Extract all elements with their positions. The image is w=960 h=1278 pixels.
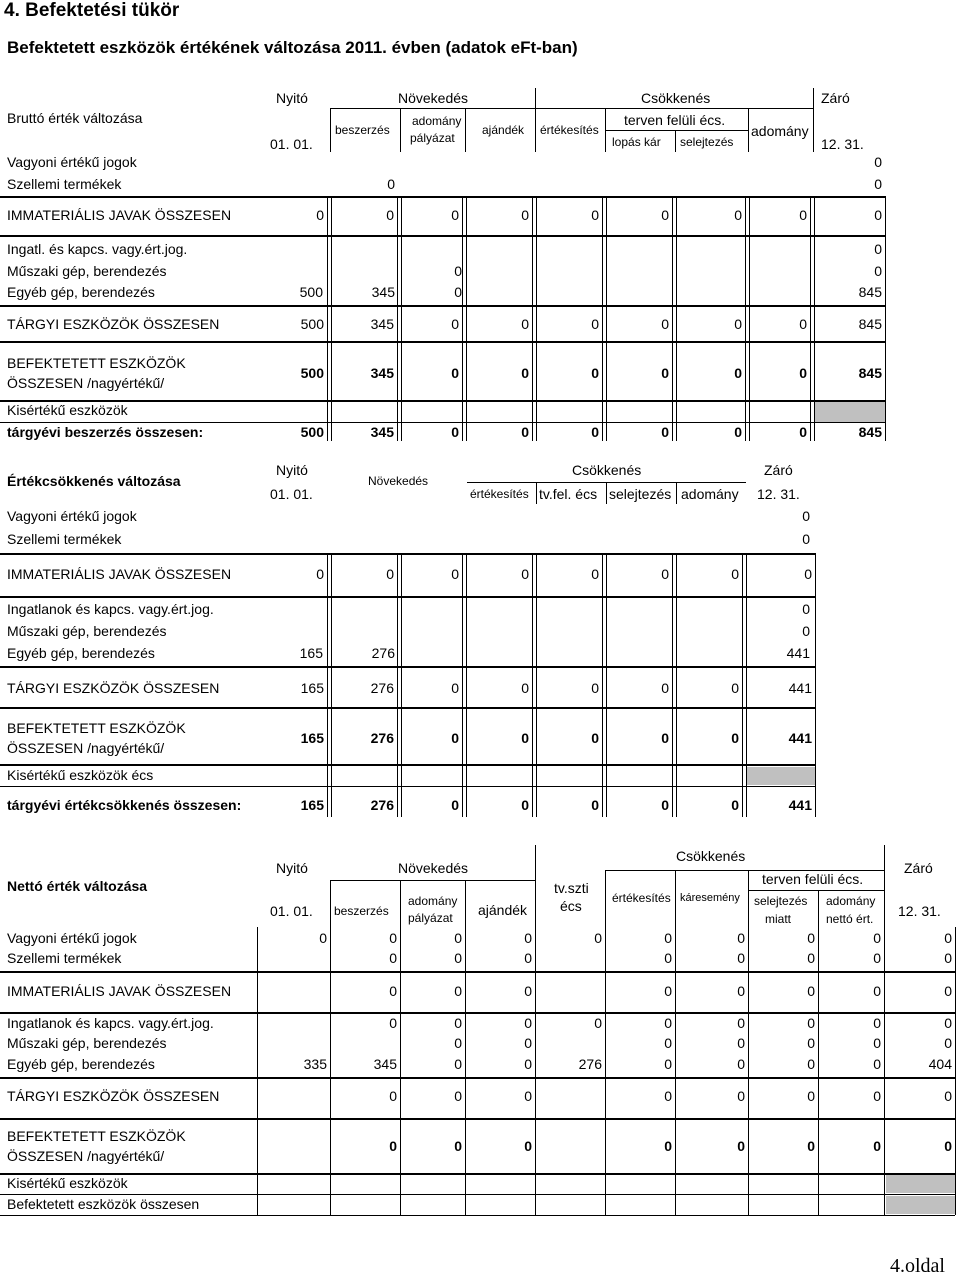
table-title: Nettó érték változása [7,878,148,894]
cell-value: 0 [661,316,669,332]
cell-zaro: 0 [802,531,810,547]
col-adomany-netto: adomány [826,894,876,908]
cell-value: 441 [788,797,812,813]
cell-value: 0 [389,1138,397,1154]
cell-value: 0 [737,1088,745,1104]
cell-value: 0 [664,983,672,999]
cell-zaro: 0 [874,176,882,192]
cell-value: 0 [521,207,529,223]
cell-value: 0 [524,1138,532,1154]
cell-value: 0 [944,1138,952,1154]
cell-value: 0 [591,365,599,381]
cell-value: 0 [594,930,602,946]
section-title: 4. Befektetési tükör [4,0,180,21]
row-label: Egyéb gép, berendezés [7,645,155,661]
col-terven-feluli: terven felüli écs. [624,112,726,128]
row-label: Egyéb gép, berendezés [7,284,155,300]
cell-zaro: 0 [802,508,810,524]
cell-value: 0 [807,950,815,966]
row-label: Műszaki gép, berendezés [7,623,167,639]
cell-value: 0 [734,365,742,381]
row-label: IMMATERIÁLIS JAVAK ÖSSZESEN [7,207,232,223]
cell-value: 0 [807,1015,815,1031]
col-zaro-date: 12. 31. [898,903,941,919]
cell-value: 0 [591,316,599,332]
col-novekedes: Növekedés [368,474,429,488]
cell-value: 0 [664,1056,672,1072]
cell-value: 0 [873,983,881,999]
cell-value: 0 [451,207,459,223]
cell-value: 0 [316,207,324,223]
col-adomany-palyazat: adomány [408,894,458,908]
col-lopas-kar: lopás kár [612,135,661,149]
cell-value: 0 [661,680,669,696]
cell-value: 0 [521,316,529,332]
cell-value: 0 [799,365,807,381]
cell-value: 0 [661,365,669,381]
row-label: Kisértékű eszközök écs [7,767,154,783]
col-adomany-palyazat-2: pályázat [408,911,453,925]
col-nyito-date: 01. 01. [270,903,313,919]
col-selejtezes-2: miatt [765,912,792,926]
col-novekedes: Növekedés [398,90,469,106]
cell-value: 0 [524,1035,532,1051]
col-csokkenes: Csökkenés [676,848,746,864]
cell-value: 0 [734,316,742,332]
cell-value: 0 [451,316,459,332]
cell-value: 345 [370,316,394,332]
col-adomany-palyazat-2: pályázat [410,131,455,145]
gray-cell [886,1175,955,1193]
col-novekedes: Növekedés [398,860,469,876]
row-label: tárgyévi beszerzés összesen: [7,424,204,440]
cell-value: 0 [873,1138,881,1154]
col-nyito: Nyitó [276,462,308,478]
cell-value: 0 [737,1035,745,1051]
cell-value: 165 [300,680,324,696]
cell-value: 345 [370,365,394,381]
cell-value: 0 [454,1138,462,1154]
cell-value: 0 [661,566,669,582]
row-label: Ingatlanok és kapcs. vagy.ért.jog. [7,601,214,617]
cell-zaro: 441 [786,645,810,661]
cell-value: 0 [944,1035,952,1051]
row-label: BEFEKTETETT ESZKÖZÖK [7,355,186,371]
cell-value: 0 [524,1015,532,1031]
col-adomany-palyazat: adomány [412,114,462,128]
cell-value: 441 [788,730,812,746]
cell-value: 0 [389,1015,397,1031]
cell-nyito: 0 [387,176,395,192]
cell-value: 0 [454,284,462,300]
row-label: Szellemi termékek [7,531,122,547]
cell-value: 276 [370,797,394,813]
cell-value: 0 [451,365,459,381]
cell-value: 0 [661,207,669,223]
page-subtitle: Befektetett eszközök értékének változása 2011. évben (adatok eFt-ban) [7,38,578,57]
row-label: Vagyoni értékű jogok [7,154,137,170]
cell-value: 0 [804,566,812,582]
col-nyito: Nyitó [276,90,308,106]
cell-value: 0 [731,566,739,582]
cell-value: 0 [454,983,462,999]
cell-value: 0 [451,566,459,582]
cell-value: 0 [454,1088,462,1104]
cell-value: 0 [664,950,672,966]
cell-nyito: 165 [299,645,323,661]
cell-value: 845 [858,424,882,440]
col-adomany-netto-2: nettó ért. [826,912,874,926]
cell-value: 0 [731,680,739,696]
cell-value: 0 [451,424,459,440]
cell-value: 0 [737,1056,745,1072]
cell-value: 0 [944,950,952,966]
cell-value: 345 [371,284,395,300]
cell-value: 500 [300,365,324,381]
cell-value: 335 [303,1056,327,1072]
cell-value: 0 [737,1015,745,1031]
row-label: Egyéb gép, berendezés [7,1056,155,1072]
cell-value: 345 [370,424,394,440]
cell-value: 0 [386,566,394,582]
cell-value: 0 [454,1035,462,1051]
cell-value: 0 [807,1088,815,1104]
row-label: Vagyoni értékű jogok [7,508,137,524]
cell-value: 276 [578,1056,602,1072]
cell-value: 0 [731,797,739,813]
row-label: Műszaki gép, berendezés [7,263,167,279]
page-number: 4.oldal [890,1255,945,1277]
row-label: TÁRGYI ESZKÖZÖK ÖSSZESEN [7,316,220,332]
cell-value: 165 [300,797,324,813]
row-label: BEFEKTETETT ESZKÖZÖK [7,720,186,736]
cell-nyito: 500 [299,284,323,300]
cell-value: 0 [454,1015,462,1031]
cell-value: 0 [316,566,324,582]
col-zaro: Záró [821,90,850,106]
row-label: BEFEKTETETT ESZKÖZÖK [7,1128,186,1144]
cell-value: 345 [373,1056,397,1072]
cell-value: 0 [799,316,807,332]
col-ajandek: ajándék [478,902,528,918]
cell-value: 0 [591,797,599,813]
cell-value: 0 [524,1056,532,1072]
cell-value: 0 [451,730,459,746]
cell-value: 0 [454,263,462,279]
cell-value: 0 [389,1088,397,1104]
col-nyito: Nyitó [276,860,308,876]
cell-value: 0 [807,1035,815,1051]
cell-value: 0 [454,1056,462,1072]
col-ajandek: ajándék [482,123,525,137]
cell-value: 0 [389,930,397,946]
row-label: tárgyévi értékcsökkenés összesen: [7,797,242,813]
cell-value: 0 [944,930,952,946]
row-label: Vagyoni értékű jogok [7,930,137,946]
cell-value: 0 [737,1138,745,1154]
gray-cell [815,402,885,422]
row-label: Kisértékű eszközök [7,1175,128,1191]
cell-value: 0 [521,365,529,381]
row-label-2: ÖSSZESEN /nagyértékű/ [7,740,165,756]
cell-value: 0 [944,1015,952,1031]
cell-value: 0 [451,680,459,696]
cell-value: 0 [664,930,672,946]
cell-value: 0 [454,930,462,946]
col-zaro-date: 12. 31. [821,136,864,152]
col-selejtezes: selejtezés [680,135,734,149]
cell-value: 0 [661,424,669,440]
col-selejtezes: selejtezés [754,894,808,908]
cell-value: 0 [319,930,327,946]
col-csokkenes: Csökkenés [572,462,642,478]
cell-value: 0 [807,983,815,999]
col-zaro-date: 12. 31. [757,486,800,502]
row-label: Kisértékű eszközök [7,402,128,418]
cell-value: 845 [858,316,882,332]
cell-value: 845 [858,365,882,381]
col-nyito-date: 01. 01. [270,486,313,502]
row-label: Szellemi termékek [7,950,122,966]
cell-value: 0 [873,1088,881,1104]
cell-value: 441 [788,680,812,696]
cell-value: 0 [389,983,397,999]
col-zaro: Záró [764,462,793,478]
row-label: Szellemi termékek [7,176,122,192]
col-tvszti: tv.szti [554,880,589,896]
row-label: Befektetett eszközök összesen [7,1196,200,1212]
cell-value: 0 [524,1088,532,1104]
cell-value: 276 [371,645,395,661]
col-tvfel: tv.fel. écs [539,486,598,502]
cell-value: 0 [807,1056,815,1072]
cell-value: 500 [300,424,324,440]
cell-value: 0 [591,566,599,582]
cell-value: 0 [524,930,532,946]
cell-value: 0 [664,1138,672,1154]
row-label: Műszaki gép, berendezés [7,1035,167,1051]
cell-value: 0 [737,950,745,966]
cell-value: 0 [807,1138,815,1154]
row-label-2: ÖSSZESEN /nagyértékű/ [7,375,165,391]
cell-value: 0 [873,1015,881,1031]
cell-value: 0 [521,566,529,582]
cell-value: 0 [799,207,807,223]
cell-value: 0 [661,797,669,813]
cell-value: 0 [389,950,397,966]
row-label-2: ÖSSZESEN /nagyértékű/ [7,1148,165,1164]
cell-value: 0 [454,950,462,966]
cell-value: 0 [661,730,669,746]
col-karesemeny: káresemény [680,892,740,904]
cell-value: 0 [873,930,881,946]
row-label: IMMATERIÁLIS JAVAK ÖSSZESEN [7,983,232,999]
cell-value: 0 [591,424,599,440]
cell-value: 0 [799,424,807,440]
cell-zaro: 0 [874,241,882,257]
col-beszerzes: beszerzés [334,904,389,918]
cell-zaro: 0 [874,154,882,170]
col-nyito-date: 01. 01. [270,136,313,152]
cell-value: 0 [591,730,599,746]
col-terven-feluli: terven felüli écs. [762,871,864,887]
cell-value: 404 [928,1056,952,1072]
cell-value: 0 [521,797,529,813]
cell-value: 0 [944,1088,952,1104]
cell-value: 0 [664,1035,672,1051]
row-label: IMMATERIÁLIS JAVAK ÖSSZESEN [7,566,232,582]
table-title: Értékcsökkenés változása [7,473,181,489]
cell-value: 0 [944,983,952,999]
col-beszerzes: beszerzés [335,123,390,137]
col-ertekesites: értékesítés [612,891,671,905]
cell-value: 0 [664,1088,672,1104]
cell-value: 0 [734,207,742,223]
cell-value: 0 [731,730,739,746]
col-ertekesites: értékesítés [540,123,599,137]
cell-value: 0 [521,680,529,696]
cell-value: 276 [370,680,394,696]
row-label: Ingatlanok és kapcs. vagy.ért.jog. [7,1015,214,1031]
row-label: Ingatl. és kapcs. vagy.ért.jog. [7,241,188,257]
cell-value: 0 [737,930,745,946]
cell-value: 0 [386,207,394,223]
cell-value: 0 [874,207,882,223]
cell-value: 0 [521,730,529,746]
col-tvszti-2: écs [560,898,582,914]
cell-value: 0 [521,424,529,440]
gray-cell [886,1196,955,1214]
cell-value: 0 [524,983,532,999]
cell-zaro: 0 [802,623,810,639]
gray-cell [747,767,815,785]
cell-zaro: 0 [802,601,810,617]
cell-value: 276 [370,730,394,746]
cell-value: 0 [807,930,815,946]
row-label: TÁRGYI ESZKÖZÖK ÖSSZESEN [7,680,220,696]
cell-value: 0 [524,950,532,966]
col-zaro: Záró [904,860,933,876]
col-ertekesites: értékesítés [470,487,529,501]
cell-value: 0 [591,207,599,223]
cell-value: 165 [300,730,324,746]
col-adomany: adomány [681,486,739,502]
table-title: Bruttó érték változása [7,110,143,126]
col-adomany: adomány [751,123,809,139]
cell-value: 0 [873,1056,881,1072]
cell-value: 0 [737,983,745,999]
cell-value: 500 [300,316,324,332]
col-selejtezes: selejtezés [609,486,672,502]
cell-value: 0 [451,797,459,813]
cell-value: 0 [594,1015,602,1031]
col-csokkenes: Csökkenés [641,90,711,106]
cell-value: 0 [591,680,599,696]
cell-zaro: 845 [858,284,882,300]
cell-value: 0 [734,424,742,440]
cell-value: 0 [664,1015,672,1031]
cell-value: 0 [873,950,881,966]
row-label: TÁRGYI ESZKÖZÖK ÖSSZESEN [7,1088,220,1104]
cell-zaro: 0 [874,263,882,279]
cell-value: 0 [873,1035,881,1051]
